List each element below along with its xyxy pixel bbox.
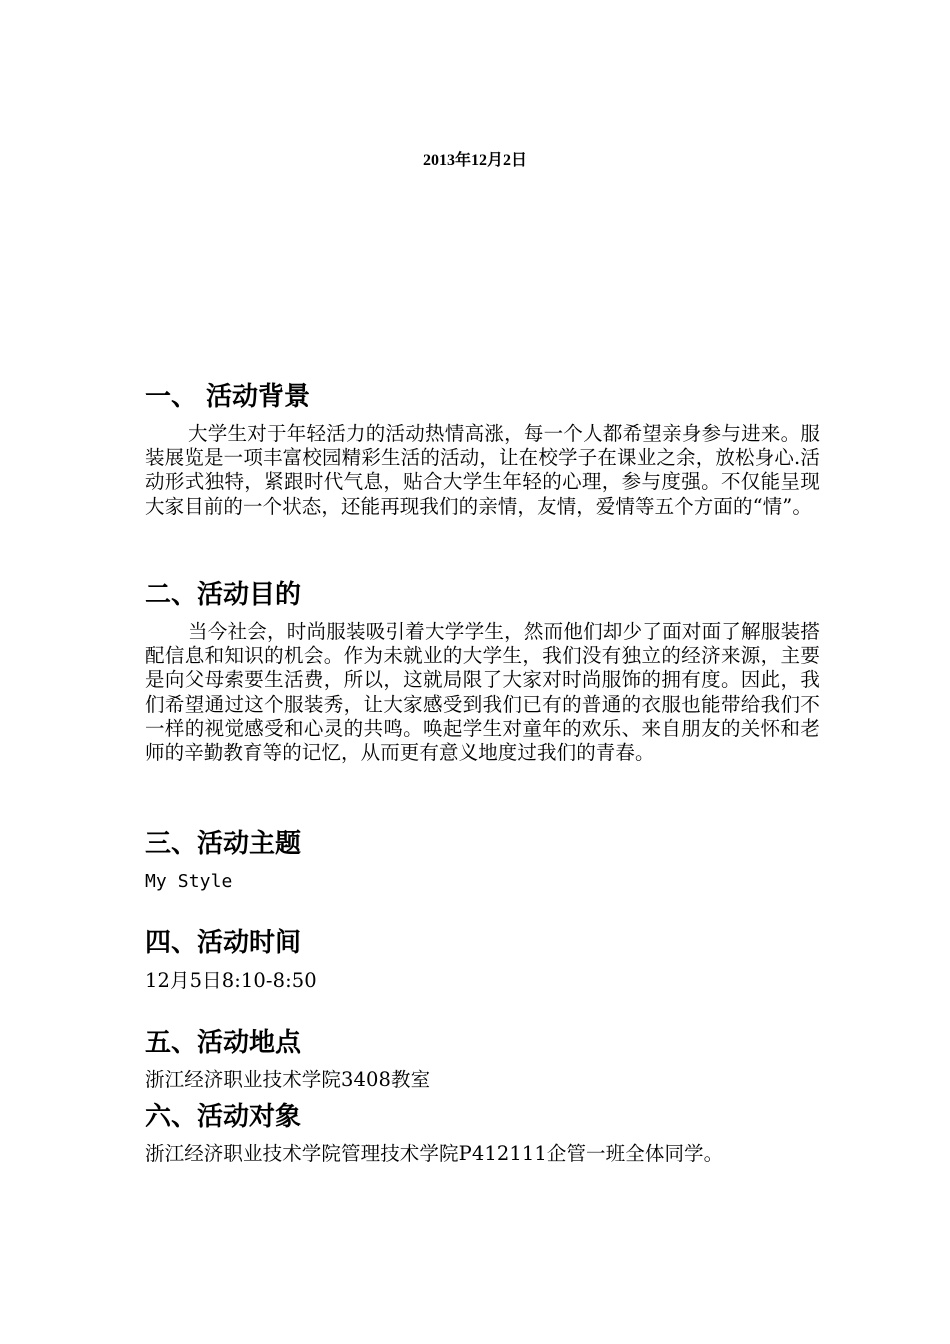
section-heading-time: 四、活动时间 — [145, 928, 302, 958]
section-body-theme: My Style — [145, 871, 233, 892]
section-heading-theme: 三、活动主题 — [145, 829, 302, 859]
section-body-location: 浙江经济职业技术学院3408教室 — [145, 1068, 431, 1091]
section-body-background: 大学生对于年轻活力的活动热情高涨，每一个人都希望亲身参与进来。服装展览是一项丰富校园精彩生活的活动，让在校学子在课业之余，放松身心.活动形式独特，紧跟时代气息，贴合大学生年轻的心理，参与度强。不仅能呈现大家目前的一个状态，还能再现我们的亲情，友情，爱情等五个方面的“情”。 — [145, 422, 820, 518]
document-date: 2013年12月2日 — [422, 152, 527, 169]
section-heading-location: 五、活动地点 — [145, 1028, 302, 1058]
section-heading-purpose: 二、活动目的 — [145, 580, 302, 610]
section-body-audience: 浙江经济职业技术学院管理技术学院P412111企管一班全体同学。 — [145, 1142, 724, 1165]
section-heading-audience: 六、活动对象 — [145, 1102, 302, 1132]
section-body-time: 12月5日8:10-8:50 — [145, 969, 317, 992]
section-heading-background: 一、 活动背景 — [145, 382, 311, 412]
section-body-purpose: 当今社会，时尚服装吸引着大学学生，然而他们却少了面对面了解服装搭配信息和知识的机会。作为未就业的大学生，我们没有独立的经济来源，主要是向父母索要生活费，所以，这就局限了大家对时尚服饰的拥有度。因此，我们希望通过这个服装秀，让大家感受到我们已有的普通的衣服也能带给我们不一样的视觉感受和心灵的共鸣。唤起学生对童年的欢乐、来自朋友的关怀和老师的辛勤教育等的记忆，从而更有意义地度过我们的青春。 — [145, 620, 820, 765]
